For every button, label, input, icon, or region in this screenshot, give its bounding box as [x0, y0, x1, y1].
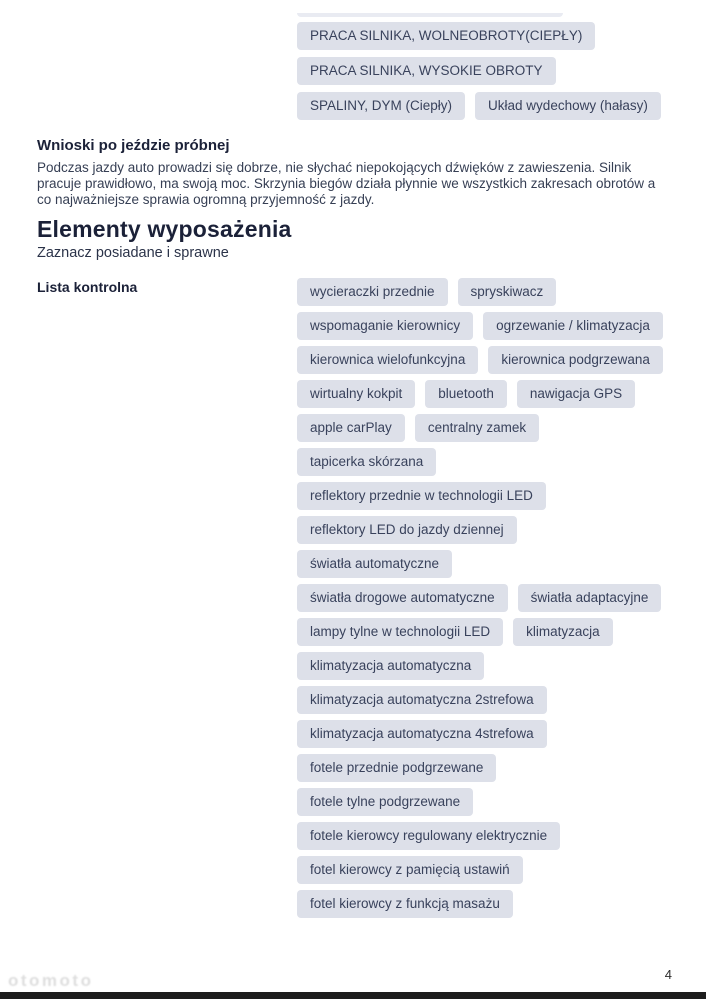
inspection-tag-chip[interactable]: PRACA SILNIKA, WOLNEOBROTY(CIEPŁY): [297, 22, 595, 50]
inspection-tag-chip[interactable]: Układ wydechowy (hałasy): [475, 92, 661, 120]
equipment-chip[interactable]: klimatyzacja automatyczna 4strefowa: [297, 720, 547, 748]
equipment-chip[interactable]: kierownica wielofunkcyjna: [297, 346, 478, 374]
conclusions-body: Podczas jazdy auto prowadzi się dobrze, nie słychać niepokojących dźwięków z zawieszenia. Silnik pracuje prawidłowo, ma swoją moc. Skrzynia biegów działa płynnie we wszystkich zakresach obrotów a co najważniejsze sprawia ogromną przyjemność z jazdy.: [37, 160, 656, 208]
equipment-row: [297, 754, 697, 782]
equipment-row: [297, 482, 697, 510]
test-drive-conclusions-section: [37, 137, 659, 209]
equipment-chip[interactable]: apple carPlay: [297, 414, 405, 442]
watermark: otomoto: [8, 971, 94, 990]
equipment-chip[interactable]: wycieraczki przednie: [297, 278, 448, 306]
equipment-chip[interactable]: fotel kierowcy z funkcją masażu: [297, 890, 513, 918]
equipment-row: [297, 312, 697, 340]
equipment-chip[interactable]: bluetooth: [425, 380, 507, 408]
conclusions-title: Wnioski po jeździe próbnej: [37, 137, 230, 154]
equipment-chip[interactable]: fotele tylne podgrzewane: [297, 788, 473, 816]
equipment-chip[interactable]: klimatyzacja: [513, 618, 613, 646]
equipment-row: [297, 584, 697, 612]
equipment-chip[interactable]: klimatyzacja automatyczna: [297, 652, 484, 680]
inspection-tag-chip[interactable]: SPALINY, DYM (Ciepły): [297, 92, 465, 120]
equipment-row: [297, 788, 697, 816]
equipment-row: [297, 380, 697, 408]
tag-row: [297, 22, 661, 50]
equipment-chip[interactable]: kierownica podgrzewana: [488, 346, 663, 374]
equipment-chip[interactable]: światła drogowe automatyczne: [297, 584, 508, 612]
inspection-tags: [297, 22, 661, 127]
equipment-chip[interactable]: fotel kierowcy z pamięcią ustawiń: [297, 856, 523, 884]
footer-bar: [0, 992, 706, 999]
equipment-chip[interactable]: ogrzewanie / klimatyzacja: [483, 312, 663, 340]
equipment-chip[interactable]: światła adaptacyjne: [518, 584, 662, 612]
equipment-checklist: [297, 278, 697, 924]
equipment-chip[interactable]: centralny zamek: [415, 414, 539, 442]
page-number: 4: [664, 967, 672, 982]
equipment-chip[interactable]: wirtualny kokpit: [297, 380, 415, 408]
equipment-chip[interactable]: reflektory przednie w technologii LED: [297, 482, 546, 510]
equipment-title: Elementy wyposażenia: [37, 216, 292, 242]
equipment-row: [297, 550, 697, 578]
equipment-chip[interactable]: światła automatyczne: [297, 550, 452, 578]
equipment-chip[interactable]: fotele kierowcy regulowany elektrycznie: [297, 822, 560, 850]
equipment-chip[interactable]: tapicerka skórzana: [297, 448, 436, 476]
equipment-row: [297, 448, 697, 476]
equipment-row: [297, 278, 697, 306]
equipment-subtitle: Zaznacz posiadane i sprawne: [37, 245, 229, 261]
equipment-row: [297, 618, 697, 646]
tag-row: [297, 92, 661, 120]
equipment-row: [297, 856, 697, 884]
equipment-chip[interactable]: spryskiwacz: [458, 278, 557, 306]
equipment-section-header: [37, 216, 292, 261]
equipment-chip[interactable]: reflektory LED do jazdy dziennej: [297, 516, 517, 544]
equipment-chip[interactable]: nawigacja GPS: [517, 380, 635, 408]
equipment-row: [297, 652, 697, 680]
equipment-row: [297, 890, 697, 918]
equipment-row: [297, 720, 697, 748]
equipment-row: [297, 346, 697, 374]
tag-row: [297, 57, 661, 85]
equipment-row: [297, 822, 697, 850]
equipment-chip[interactable]: lampy tylne w technologii LED: [297, 618, 503, 646]
equipment-chip[interactable]: wspomaganie kierownicy: [297, 312, 473, 340]
partial-tag-top: [297, 13, 563, 17]
equipment-chip[interactable]: fotele przednie podgrzewane: [297, 754, 496, 782]
checklist-label: Lista kontrolna: [37, 279, 138, 295]
equipment-row: [297, 516, 697, 544]
equipment-chip[interactable]: klimatyzacja automatyczna 2strefowa: [297, 686, 547, 714]
equipment-row: [297, 414, 697, 442]
inspection-tag-chip[interactable]: PRACA SILNIKA, WYSOKIE OBROTY: [297, 57, 556, 85]
equipment-row: [297, 686, 697, 714]
